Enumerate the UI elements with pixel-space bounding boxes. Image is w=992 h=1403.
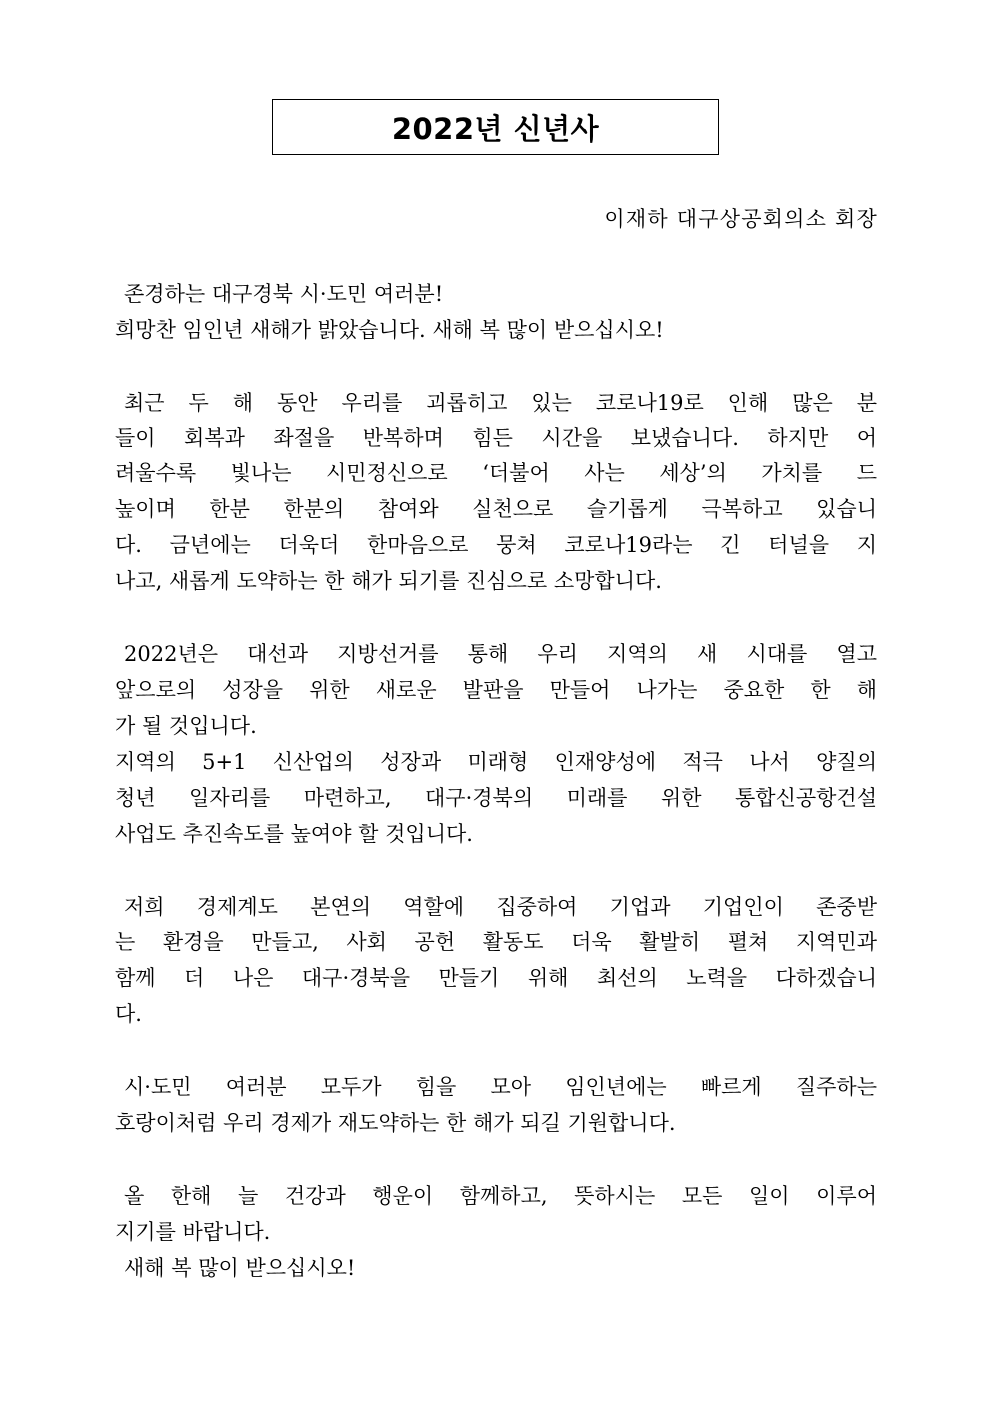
body-line: 존경하는 대구경북 시·도민 여러분! [124, 282, 444, 306]
body-line: 최근 두 해 동안 우리를 괴롭히고 있는 코로나19로 인해 많은 분 [124, 391, 877, 415]
body-line: 는 환경을 만들고, 사회 공헌 활동도 더욱 활발히 펼쳐 지역민과 [115, 930, 877, 954]
body-line: 앞으로의 성장을 위한 새로운 발판을 만들어 나가는 중요한 한 해 [115, 678, 877, 702]
body-line: 려울수록 빛나는 시민정신으로 ‘더불어 사는 세상’의 가치를 드 [115, 461, 877, 485]
body-line: 저희 경제계도 본연의 역할에 집중하여 기업과 기업인이 존중받 [124, 895, 877, 919]
body-line: 호랑이처럼 우리 경제가 재도약하는 한 해가 되길 기원합니다. [115, 1111, 676, 1135]
body-line: 사업도 추진속도를 높여야 할 것입니다. [115, 822, 473, 846]
body-line: 지역의 5+1 신산업의 성장과 미래형 인재양성에 적극 나서 양질의 [115, 750, 877, 774]
body-line: 들이 회복과 좌절을 반복하며 힘든 시간을 보냈습니다. 하지만 어 [115, 426, 877, 450]
body-line: 가 될 것입니다. [115, 714, 257, 738]
body-line: 다. 금년에는 더욱더 한마음으로 뭉쳐 코로나19라는 긴 터널을 지 [115, 533, 877, 557]
page-title: 2022년 신년사 [391, 111, 600, 146]
body-line: 나고, 새롭게 도약하는 한 해가 되기를 진심으로 소망합니다. [115, 569, 662, 593]
title-box [272, 99, 719, 155]
body-line: 지기를 바랍니다. [115, 1220, 271, 1244]
body-line: 높이며 한분 한분의 참여와 실천으로 슬기롭게 극복하고 있습니 [115, 497, 877, 521]
body-line: 새해 복 많이 받으십시오! [124, 1256, 356, 1280]
body-line: 청년 일자리를 마련하고, 대구·경북의 미래를 위한 통합신공항건설 [115, 786, 877, 810]
body-line: 다. [115, 1002, 142, 1026]
body-line: 올 한해 늘 건강과 행운이 함께하고, 뜻하시는 모든 일이 이루어 [124, 1184, 877, 1208]
body-line: 함께 더 나은 대구·경북을 만들기 위해 최선의 노력을 다하겠습니 [115, 966, 877, 990]
author-line: 이재하 대구상공회의소 회장 [604, 207, 878, 231]
body-line: 시·도민 여러분 모두가 힘을 모아 임인년에는 빠르게 질주하는 [124, 1075, 877, 1099]
body-line: 희망찬 임인년 새해가 밝았습니다. 새해 복 많이 받으십시오! [115, 318, 664, 342]
body-line: 2022년은 대선과 지방선거를 통해 우리 지역의 새 시대를 열고 [124, 642, 877, 666]
